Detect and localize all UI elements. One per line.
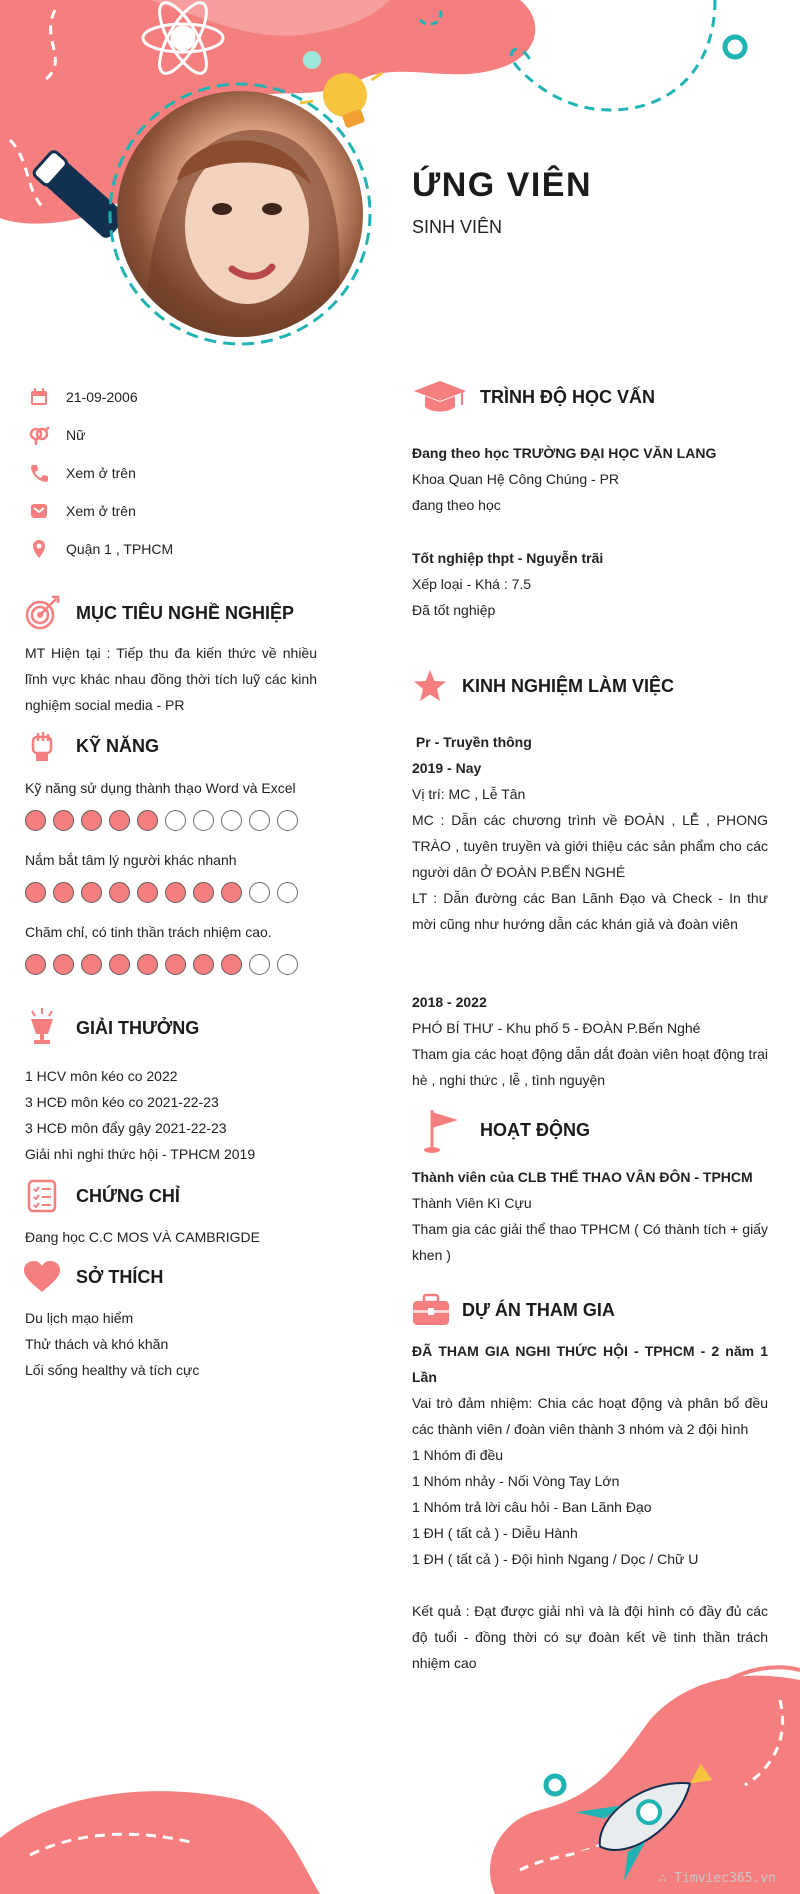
- experience-detail: Vị trí: MC , Lễ Tân: [412, 786, 526, 802]
- phone-text: Xem ở trên: [66, 465, 136, 481]
- hobbies-list: [25, 1305, 325, 1383]
- rating-dot: [193, 810, 214, 831]
- rating-dot: [53, 954, 74, 975]
- skills-title: KỸ NĂNG: [76, 735, 160, 756]
- heart-icon: [22, 1257, 62, 1297]
- experience-period: 2018 - 2022: [412, 994, 487, 1010]
- rating-dot: [249, 882, 270, 903]
- gender-icon: [28, 424, 50, 446]
- rating-dot: [109, 810, 130, 831]
- candidate-name: ỨNG VIÊN: [412, 166, 593, 204]
- certificates-list: [25, 1224, 325, 1250]
- activities-heading: [412, 1110, 590, 1150]
- rating-dot: [277, 954, 298, 975]
- phone-icon: [28, 462, 50, 484]
- teal-ring: [725, 37, 745, 57]
- award-item: 3 HCĐ môn kéo co 2021-22-23: [25, 1094, 219, 1110]
- hobbies-heading: [22, 1257, 163, 1297]
- bottom-left-coral-wave: [0, 1791, 320, 1894]
- certificate-item: Đang học C.C MOS VÀ CAMBRIGDE: [25, 1229, 260, 1245]
- star-icon: [412, 666, 448, 706]
- education-school: Đang theo học TRƯỜNG ĐẠI HỌC VĂN LANG: [412, 445, 717, 461]
- rating-dot: [81, 810, 102, 831]
- rating-dot: [53, 882, 74, 903]
- rating-dot: [109, 882, 130, 903]
- rating-dot: [221, 882, 242, 903]
- gender-text: Nữ: [66, 427, 86, 443]
- award-item: Giải nhì nghi thức hội - TPHCM 2019: [25, 1146, 256, 1162]
- address-row: [28, 538, 173, 560]
- location-pin-icon: [28, 538, 50, 560]
- projects-title: DỰ ÁN THAM GIA: [462, 1299, 615, 1320]
- certificates-title: CHỨNG CHỈ: [76, 1185, 180, 1206]
- candidate-role: SINH VIÊN: [412, 217, 503, 237]
- avatar-face-sketch: [117, 91, 363, 337]
- projects-list: [412, 1338, 768, 1676]
- hobby-item: Lối sống healthy và tích cực: [25, 1362, 200, 1378]
- birthdate-row: [28, 386, 138, 408]
- activity-club: Thành viên của CLB THỂ THAO VÂN ĐÔN - TPHCM: [412, 1169, 753, 1185]
- email-icon: [28, 500, 50, 522]
- project-detail: 1 Nhóm đi đều: [412, 1447, 504, 1463]
- award-item: 3 HCĐ môn đẩy gậy 2021-22-23: [25, 1120, 227, 1136]
- awards-title: GIẢI THƯỞNG: [76, 1017, 200, 1038]
- education-title: TRÌNH ĐỘ HỌC VẤN: [480, 386, 655, 407]
- activity-detail: Tham gia các giải thể thao TPHCM ( Có thành tích + giấy khen ): [412, 1221, 768, 1263]
- phone-row: [28, 462, 136, 484]
- education-entry: [412, 545, 768, 623]
- gender-row: [28, 424, 85, 446]
- skill-label: Chăm chỉ, có tinh thần trách nhiệm cao.: [25, 924, 272, 940]
- experience-period: 2019 - Nay: [412, 760, 482, 776]
- objective-heading: [22, 593, 294, 633]
- trophy-icon: [22, 1008, 62, 1048]
- rating-dot: [221, 810, 242, 831]
- project-detail: 1 Nhóm trả lời câu hỏi - Ban Lãnh Đạo: [412, 1499, 652, 1515]
- education-detail: Xếp loại - Khá : 7.5: [412, 576, 532, 592]
- experience-detail: PHÓ BÍ THƯ - Khu phố 5 - ĐOÀN P.Bến Nghé: [412, 1020, 701, 1036]
- rating-dot: [25, 882, 46, 903]
- education-detail: Đã tốt nghiệp: [412, 602, 496, 618]
- address-text: Quận 1 , TPHCM: [66, 541, 174, 557]
- experience-heading: [412, 666, 674, 706]
- rating-dot: [109, 954, 130, 975]
- rating-dot: [165, 882, 186, 903]
- rating-dot: [137, 954, 158, 975]
- skill-label: Kỹ năng sử dụng thành thạo Word và Excel: [25, 780, 296, 796]
- objective-title: MỤC TIÊU NGHỀ NGHIỆP: [76, 602, 295, 623]
- experience-entry: [412, 729, 768, 937]
- activities-list: [412, 1164, 768, 1268]
- calendar-icon: [28, 386, 50, 408]
- rating-dot: [165, 954, 186, 975]
- experience-entry: [412, 989, 768, 1093]
- education-heading: [412, 377, 655, 417]
- skill-rating: [25, 954, 325, 975]
- hobbies-title: SỞ THÍCH: [76, 1266, 164, 1287]
- experience-detail: Tham gia các hoạt động dẫn dắt đoàn viên hoạt động trại hè , nghi thức , lễ , tình nguyện: [412, 1046, 768, 1088]
- experience-title-line: Pr - Truyền thông: [412, 734, 532, 750]
- graduation-cap-icon: [412, 377, 468, 417]
- education-school: Tốt nghiệp thpt - Nguyễn trãi: [412, 550, 604, 566]
- rating-dot: [165, 810, 186, 831]
- rating-dot: [25, 954, 46, 975]
- awards-list: [25, 1063, 325, 1167]
- bottom-right-coral-blob: [490, 1676, 800, 1894]
- rating-dot: [277, 882, 298, 903]
- rating-dot: [137, 882, 158, 903]
- watermark: ∴ Timviec365.vn: [658, 1871, 776, 1886]
- rating-dot: [81, 954, 102, 975]
- rating-dot: [193, 882, 214, 903]
- education-detail: Khoa Quan Hệ Công Chúng - PR: [412, 471, 620, 487]
- education-entry: [412, 440, 768, 518]
- rating-dot: [193, 954, 214, 975]
- avatar: [117, 91, 363, 337]
- experience-detail: LT : Dẫn đường các Ban Lãnh Đạo và Check - In thư mời cũng như hướng dẫn các khán giả và đoàn viên: [412, 890, 768, 932]
- project-result: Kết quả : Đạt được giải nhì và là đội hình có đầy đủ các độ tuổi - đồng thời có sự đoàn kết về tinh thần trách nhiệm cao: [412, 1603, 768, 1671]
- skill-rating: [25, 810, 325, 831]
- flag-icon: [412, 1110, 468, 1150]
- experience-title: KINH NGHIỆM LÀM VIỆC: [462, 675, 675, 696]
- email-text: Xem ở trên: [66, 503, 136, 519]
- rating-dot: [53, 810, 74, 831]
- education-list: [412, 440, 768, 623]
- awards-heading: [22, 1008, 199, 1048]
- education-detail: đang theo học: [412, 497, 501, 513]
- projects-heading: [412, 1290, 615, 1330]
- skill-label: Nắm bắt tâm lý người khác nhanh: [25, 852, 237, 868]
- experience-detail: MC : Dẫn các chương trình về ĐOÀN , LỄ , PHONG TRÀO , tuyên truyền và giới thiệu các sản phẩm cho các người dân Ở ĐOÀN P.BẾN NGHÉ: [412, 812, 768, 880]
- rating-dot: [277, 810, 298, 831]
- target-icon: [22, 593, 62, 633]
- small-ball: [303, 51, 321, 69]
- raised-fist-icon: [22, 726, 62, 766]
- rating-dot: [81, 882, 102, 903]
- teal-ring-bottom: [546, 1776, 564, 1794]
- objective-text: MT Hiện tại : Tiếp thu đa kiến thức về nhiều lĩnh vực khác nhau đồng thời tích luỹ các kinh nghiệm social media - PR: [25, 645, 317, 713]
- checklist-icon: [22, 1176, 62, 1216]
- rating-dot: [221, 954, 242, 975]
- briefcase-icon: [412, 1290, 450, 1330]
- email-row: [28, 500, 136, 522]
- rating-dot: [249, 810, 270, 831]
- certificates-heading: [22, 1176, 180, 1216]
- rating-dot: [137, 810, 158, 831]
- project-title: ĐÃ THAM GIA NGHI THỨC HỘI - TPHCM - 2 năm 1 Lần: [412, 1343, 768, 1385]
- birthdate-text: 21-09-2006: [66, 389, 138, 405]
- activities-title: HOẠT ĐỘNG: [480, 1119, 590, 1140]
- skill-rating: [25, 882, 325, 903]
- hobby-item: Du lịch mạo hiểm: [25, 1310, 134, 1326]
- activity-detail: Thành Viên Kì Cựu: [412, 1195, 532, 1211]
- skills-heading: [22, 726, 159, 766]
- project-detail: 1 ĐH ( tất cả ) - Đội hình Ngang / Dọc / Chữ U: [412, 1551, 699, 1567]
- project-detail: 1 Nhóm nhảy - Nối Vòng Tay Lớn: [412, 1473, 620, 1489]
- rating-dot: [249, 954, 270, 975]
- skills-list: [25, 775, 325, 991]
- project-detail: 1 ĐH ( tất cả ) - Diễu Hành: [412, 1525, 578, 1541]
- hobby-item: Thử thách và khó khăn: [25, 1336, 169, 1352]
- award-item: 1 HCV môn kéo co 2022: [25, 1068, 178, 1084]
- project-detail: Vai trò đảm nhiệm: Chia các hoạt động và phân bổ đều các thành viên / đoàn viên thành 3 nhóm và 2 đội hình: [412, 1395, 768, 1437]
- rating-dot: [25, 810, 46, 831]
- experience-list: [412, 729, 768, 1093]
